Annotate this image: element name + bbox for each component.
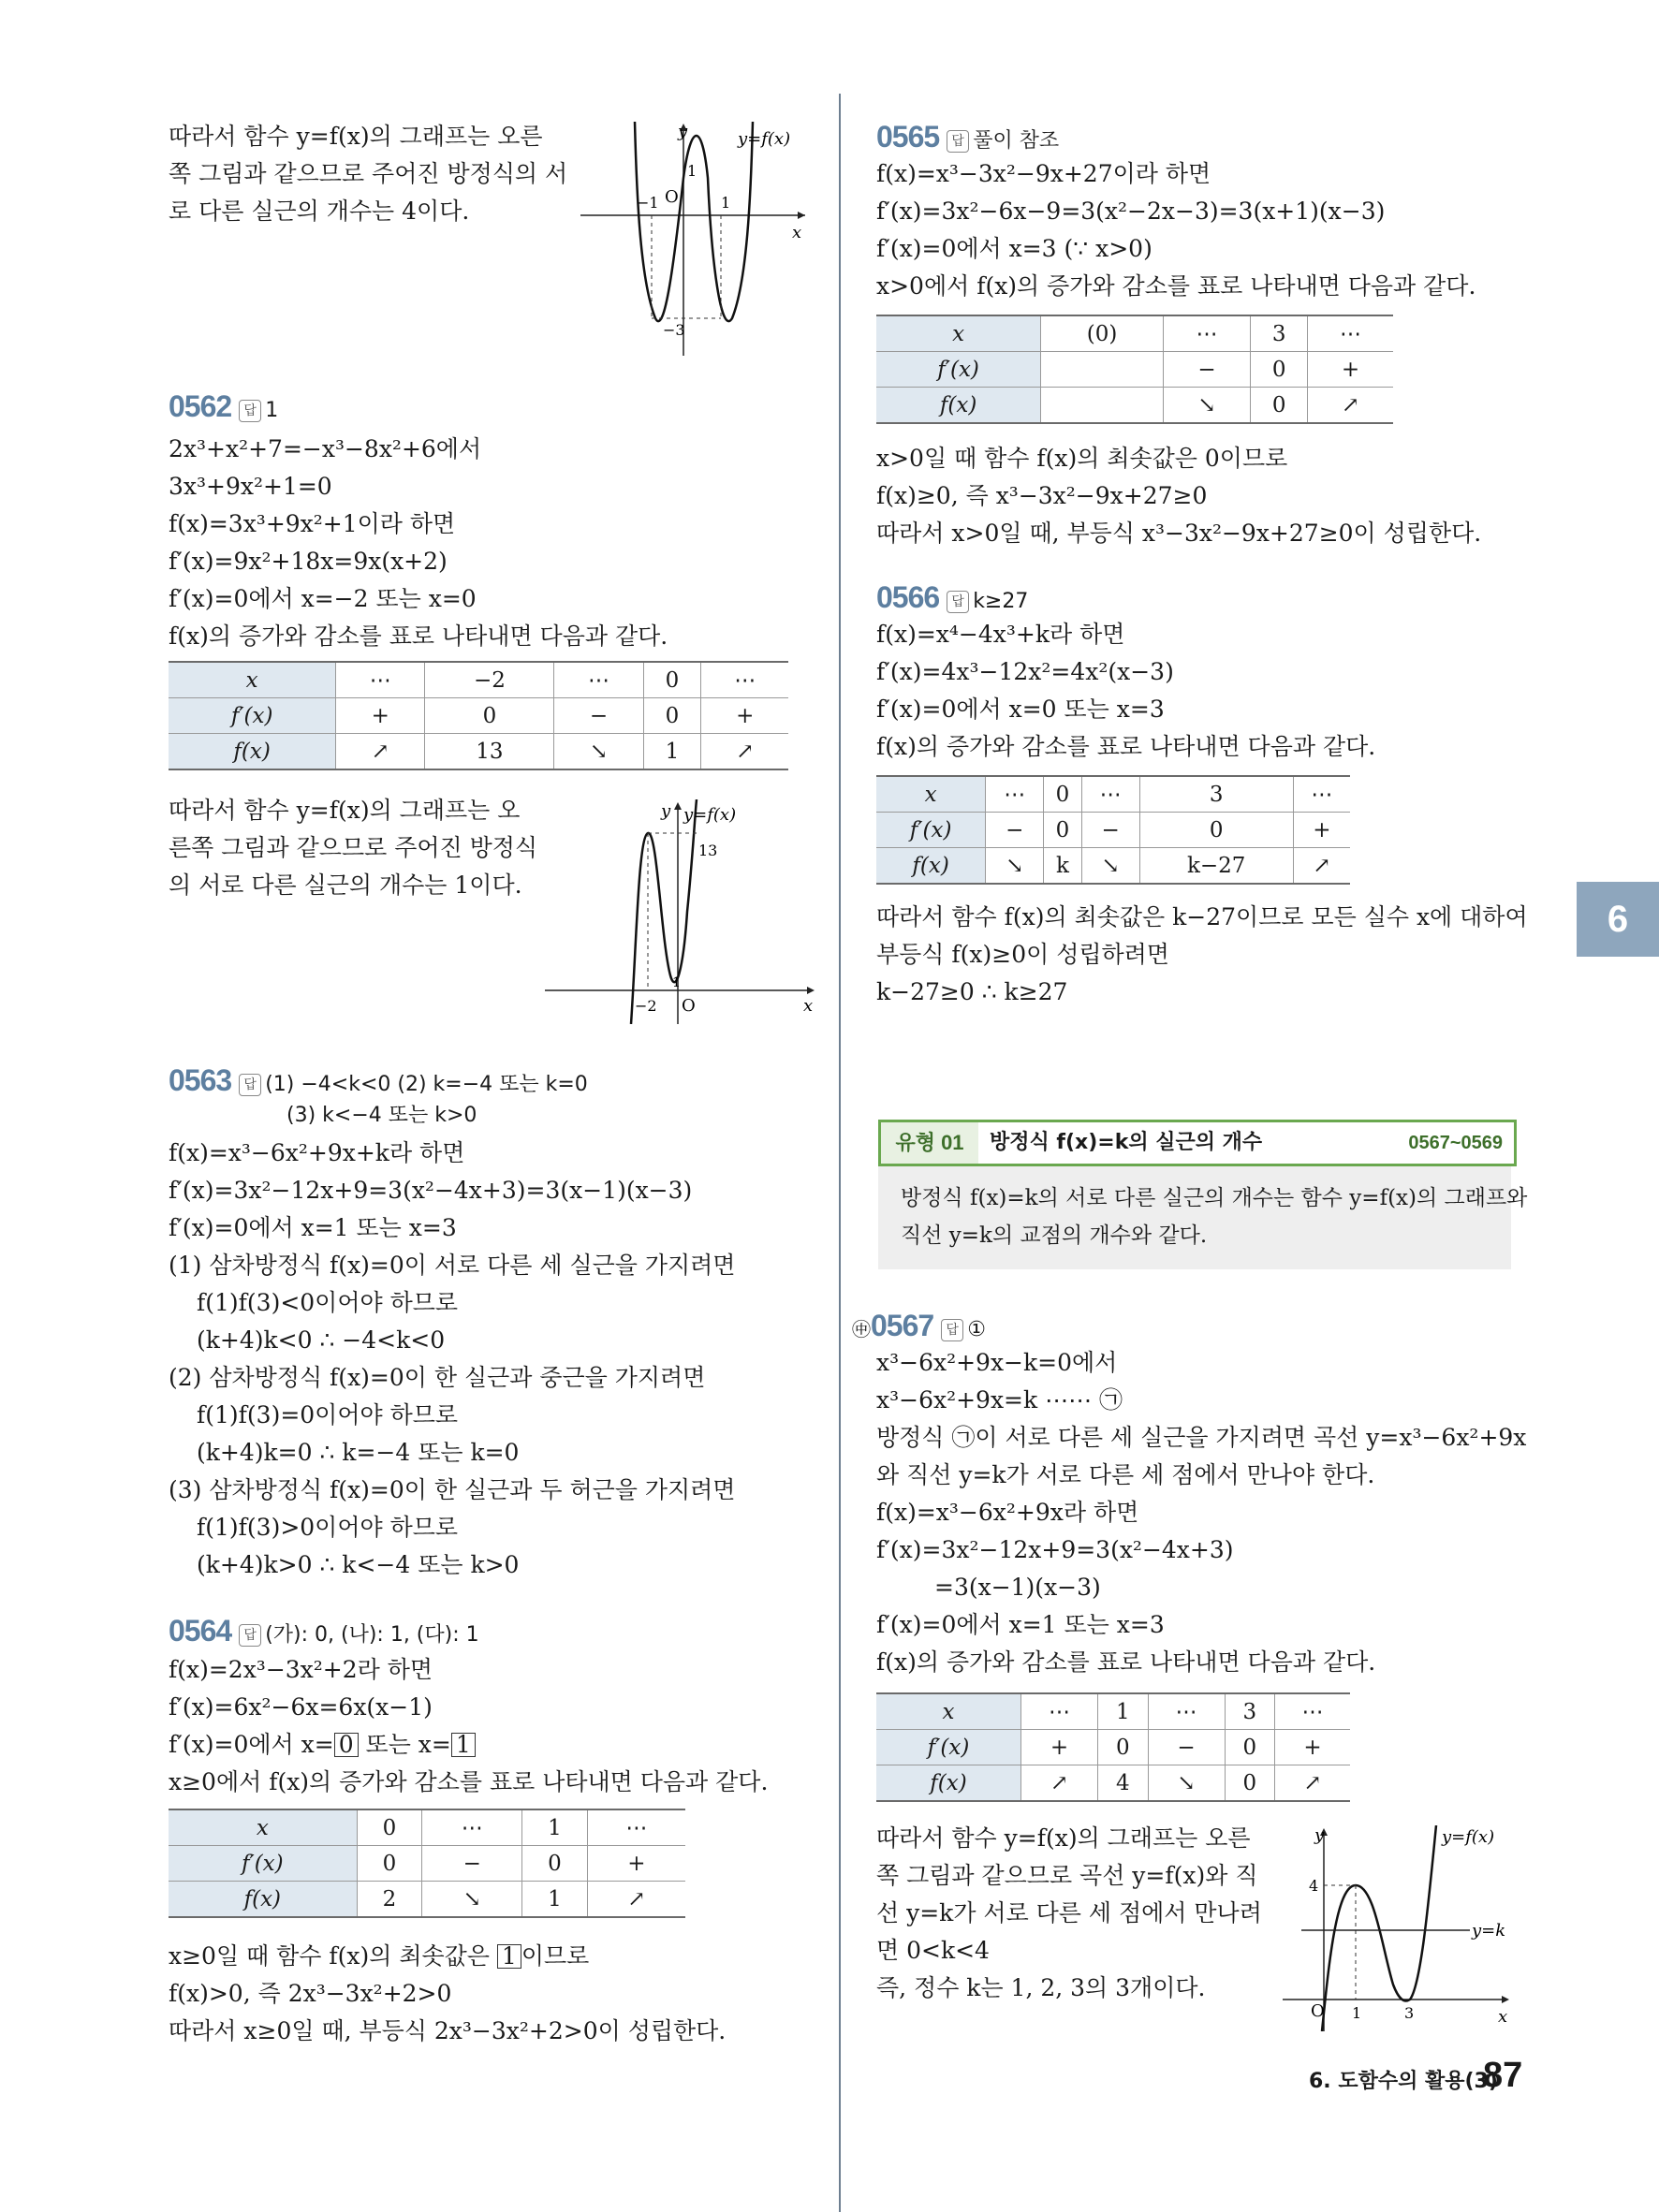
tick-label: −3 — [663, 321, 685, 339]
answer-mark-icon: 답 — [941, 1319, 963, 1341]
text-line: f(1)f(3)=0이어야 하므로 — [197, 1401, 459, 1428]
answer-mark-icon: 답 — [947, 130, 969, 153]
text-line: 따라서 함수 y=f(x)의 그래프는 오른 — [169, 123, 543, 150]
text-line: 부등식 f(x)≥0이 성립하려면 — [876, 941, 1169, 968]
tick-label: 3 — [1404, 2004, 1415, 2022]
variation-table: x ⋯ 1 ⋯ 3 ⋯ f′(x) + 0 − 0 + f(x) ↗ 4 ↘ 0 ↗ — [876, 1692, 1350, 1802]
text-line: f′(x)=0에서 x=1 또는 x=3 — [169, 1214, 457, 1241]
text-line: f(x)의 증가와 감소를 표로 나타내면 다음과 같다. — [876, 1648, 1376, 1676]
answer-mark-icon: 답 — [947, 591, 969, 613]
answer-value: k≥27 — [973, 590, 1029, 613]
text-line: f(1)f(3)<0이어야 하므로 — [197, 1289, 459, 1316]
text-line: f′(x)=4x³−12x²=4x²(x−3) — [876, 658, 1174, 685]
text-line: 선 y=k가 서로 다른 세 점에서 만나려 — [876, 1899, 1262, 1926]
problem-number: 0563 — [169, 1063, 232, 1097]
text-line: x>0에서 f(x)의 증가와 감소를 표로 나타내면 다음과 같다. — [876, 272, 1476, 300]
problem-header-0566 — [876, 582, 1028, 617]
problem-header-0564 — [169, 1616, 479, 1650]
column-divider — [839, 94, 841, 2212]
text-line: x>0일 때 함수 f(x)의 최솟값은 0이므로 — [876, 445, 1288, 472]
text-line: x³−6x²+9x=k ⋯⋯ ㉠ — [876, 1386, 1123, 1414]
problem-number: 0565 — [876, 120, 940, 154]
text-line: f′(x)=6x²−6x=6x(x−1) — [169, 1693, 433, 1721]
axis-label: x — [792, 223, 802, 242]
answer-value: (가): 0, (나): 1, (다): 1 — [265, 1623, 479, 1647]
problem-number: 0566 — [876, 580, 940, 614]
quartic-graph — [580, 122, 815, 356]
problem-number: 0562 — [169, 389, 232, 423]
answer-value: (1) −4<k<0 (2) k=−4 또는 k=0 — [265, 1073, 588, 1096]
answer-value: 풀이 참조 — [973, 129, 1060, 153]
text-line: 와 직선 y=k가 서로 다른 세 점에서 만나야 한다. — [876, 1461, 1375, 1488]
text-line: 쪽 그림과 같으므로 주어진 방정식의 서 — [169, 160, 568, 187]
text-line: x³−6x²+9x−k=0에서 — [876, 1349, 1118, 1376]
text-line: (k+4)k>0 ∴ k<−4 또는 k>0 — [197, 1551, 520, 1578]
origin-label: O — [1311, 2001, 1325, 2021]
text-line: f(x)=3x³+9x²+1이라 하면 — [169, 510, 456, 537]
text-line: f(1)f(3)>0이어야 하므로 — [197, 1514, 459, 1541]
text-line: f(x)≥0, 즉 x³−3x²−9x+27≥0 — [876, 482, 1208, 509]
text-line: x≥0에서 f(x)의 증가와 감소를 표로 나타내면 다음과 같다. — [169, 1768, 769, 1795]
chapter-tab: 6 — [1577, 882, 1659, 957]
cubic-graph-k — [1283, 1825, 1517, 2031]
problem-header-0563 — [169, 1065, 588, 1100]
text-line: 따라서 함수 y=f(x)의 그래프는 오른 — [876, 1824, 1251, 1852]
text-line: 2x³+x²+7=−x³−8x²+6에서 — [169, 435, 482, 462]
text-line: f(x)>0, 즉 2x³−3x²+2>0 — [169, 1980, 452, 2007]
type-description — [878, 1166, 1528, 1269]
text-line: (3) 삼차방정식 f(x)=0이 한 실근과 두 허근을 가지려면 — [169, 1476, 736, 1503]
blank-box: 1 — [451, 1733, 476, 1757]
text-line: f′(x)=9x²+18x=9x(x+2) — [169, 548, 448, 575]
text-line: f′(x)=3x²−12x+9=3(x²−4x+3)=3(x−1)(x−3) — [169, 1177, 693, 1204]
text-line: f(x)의 증가와 감소를 표로 나타내면 다음과 같다. — [876, 733, 1376, 760]
origin-label: O — [665, 187, 679, 207]
text-line: 3x³+9x²+1=0 — [169, 473, 332, 500]
problem-header-0567 — [852, 1311, 986, 1345]
type-tag: 유형 01 — [881, 1122, 978, 1164]
type-range: 0567~0569 — [1408, 1133, 1503, 1153]
problem-number: 0567 — [871, 1309, 934, 1342]
axis-label: x — [1498, 2007, 1508, 2027]
variation-table: x (0) ⋯ 3 ⋯ f′(x) − 0 + f(x) ↘ 0 ↗ — [876, 315, 1393, 424]
answer-mark-icon: 답 — [239, 1624, 261, 1647]
text-line: 쪽 그림과 같으므로 곡선 y=f(x)와 직 — [876, 1862, 1258, 1889]
text-line: f′(x)=0에서 x=−2 또는 x=0 — [169, 585, 477, 612]
answer-value: (3) k<−4 또는 k>0 — [286, 1104, 477, 1127]
tick-label: 1 — [1352, 2004, 1362, 2022]
text-line: 따라서 함수 f(x)의 최솟값은 k−27이므로 모든 실수 x에 대하여 — [876, 903, 1528, 930]
answer-mark-icon: 답 — [239, 400, 261, 422]
text-line: (k+4)k<0 ∴ −4<k<0 — [197, 1326, 446, 1354]
text-line: x≥0일 때 함수 f(x)의 최솟값은 1 이므로 — [169, 1942, 590, 1970]
type-title: 방정식 f(x)=k의 실근의 개수 — [990, 1131, 1263, 1154]
blank-box: 0 — [334, 1733, 359, 1757]
text-line: 따라서 x≥0일 때, 부등식 2x³−3x²+2>0이 성립한다. — [169, 2017, 727, 2044]
text-line: k−27≥0 ∴ k≥27 — [876, 978, 1068, 1005]
text-line: f(x)=2x³−3x²+2라 하면 — [169, 1656, 433, 1683]
axis-label: y — [1314, 1825, 1325, 1845]
text-line: 른쪽 그림과 같으므로 주어진 방정식 — [169, 834, 538, 861]
problem-number: 0564 — [169, 1614, 232, 1648]
curve-label: y=f(x) — [683, 805, 737, 825]
answer-mark-icon: 답 — [239, 1074, 261, 1096]
variation-table: x ⋯ 0 ⋯ 3 ⋯ f′(x) − 0 − 0 + f(x) ↘ k ↘ k−27 ↗ — [876, 775, 1350, 885]
cubic-graph — [545, 799, 816, 1024]
variation-table: x 0 ⋯ 1 ⋯ f′(x) 0 − 0 + f(x) 2 ↘ 1 ↗ — [169, 1809, 685, 1918]
axis-label: y — [678, 122, 688, 141]
tick-label: 4 — [1309, 1877, 1319, 1895]
footer-chapter: 6. 도함수의 활용(3) — [1309, 2070, 1498, 2093]
tick-label: 1 — [721, 194, 731, 212]
tick-label: 1 — [687, 162, 697, 180]
text-line: f′(x)=3x²−12x+9=3(x²−4x+3) — [876, 1536, 1234, 1563]
tick-label: −1 — [637, 194, 659, 212]
text-line: =3(x−1)(x−3) — [934, 1574, 1101, 1601]
text-line: 따라서 x>0일 때, 부등식 x³−3x²−9x+27≥0이 성립한다. — [876, 520, 1482, 547]
text-line: f′(x)=0에서 x=3 (∵ x>0) — [876, 235, 1152, 262]
tick-label: −2 — [635, 997, 657, 1015]
tick-label: 1 — [672, 975, 681, 990]
text-line: f(x)=x³−6x²+9x+k라 하면 — [169, 1139, 465, 1166]
page-number: 87 — [1483, 2056, 1523, 2095]
text-line: 따라서 함수 y=f(x)의 그래프는 오 — [169, 797, 521, 824]
answer-value: 1 — [265, 399, 279, 422]
text-line: f′(x)=3x²−6x−9=3(x²−2x−3)=3(x+1)(x−3) — [876, 198, 1386, 225]
origin-label: O — [682, 996, 696, 1016]
text-line: f(x)=x³−6x²+9x라 하면 — [876, 1499, 1139, 1526]
text-line: (1) 삼차방정식 f(x)=0이 서로 다른 세 실근을 가지려면 — [169, 1252, 736, 1279]
text-line: f′(x)=0에서 x=0 또는 x=3 — [876, 696, 1165, 723]
problem-header-0562 — [169, 391, 278, 426]
text-line: (k+4)k=0 ∴ k=−4 또는 k=0 — [197, 1439, 520, 1466]
type-box — [878, 1120, 1517, 1166]
text-line: 방정식 f(x)=k의 서로 다른 실근의 개수는 함수 y=f(x)의 그래프와 — [901, 1186, 1528, 1210]
text-line: 즉, 정수 k는 1, 2, 3의 3개이다. — [876, 1974, 1206, 2001]
axis-label: x — [803, 996, 814, 1016]
text-line: 로 다른 실근의 개수는 4이다. — [169, 198, 470, 225]
level-badge: ㊥ — [852, 1318, 871, 1340]
problem-header-0565 — [876, 122, 1059, 156]
text-line: f(x)의 증가와 감소를 표로 나타내면 다음과 같다. — [169, 623, 668, 650]
text-line: f(x)=x⁴−4x³+k라 하면 — [876, 621, 1125, 648]
line-label: y=k — [1472, 1921, 1506, 1941]
tick-label: 13 — [698, 842, 718, 859]
answer-value: ① — [967, 1318, 986, 1341]
text-line: f(x)=x³−3x²−9x+27이라 하면 — [876, 160, 1211, 187]
text-line: 의 서로 다른 실근의 개수는 1이다. — [169, 872, 522, 899]
text-line: (2) 삼차방정식 f(x)=0이 한 실근과 중근을 가지려면 — [169, 1364, 706, 1391]
curve-label: y=f(x) — [738, 129, 791, 149]
text-line: 직선 y=k의 교점의 개수와 같다. — [901, 1223, 1208, 1248]
text-line: 방정식 ㉠이 서로 다른 세 실근을 가지려면 곡선 y=x³−6x²+9x — [876, 1424, 1527, 1451]
text-line: f′(x)=0에서 x= 0 또는 x= 1 — [169, 1730, 476, 1760]
text-line: 면 0<k<4 — [876, 1937, 990, 1964]
curve-label: y=f(x) — [1442, 1827, 1495, 1847]
blank-box: 1 — [497, 1944, 521, 1969]
axis-label: y — [661, 801, 671, 821]
variation-table: x ⋯ −2 ⋯ 0 ⋯ f′(x) + 0 − 0 + f(x) ↗ 13 ↘ 1 ↗ — [169, 661, 788, 770]
text-line: f′(x)=0에서 x=1 또는 x=3 — [876, 1611, 1165, 1638]
